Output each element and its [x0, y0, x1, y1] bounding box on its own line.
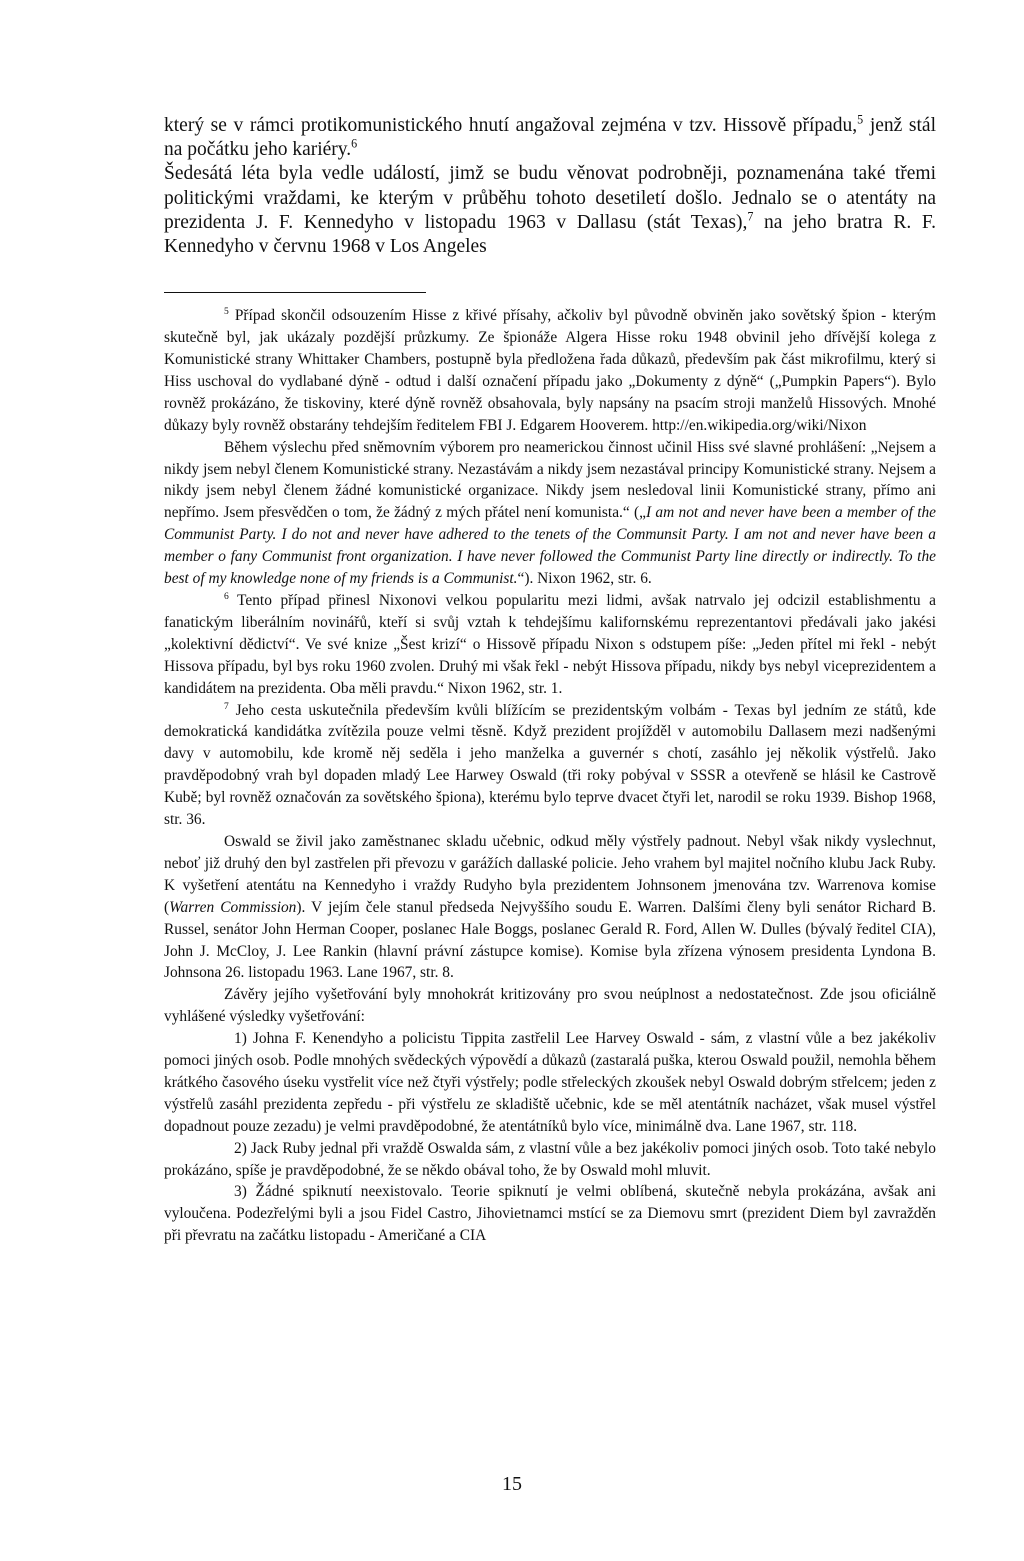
footnote-7-list-item-1: 1) Johna F. Kenendyho a policistu Tippita zastřelil Lee Harvey Oswald - sám, z vlastní vůle a bez jakékoliv pomoci jiných osob. Podle mnohých svědeckých výpovědí a důkazů (zastaralá puška, kterou Oswald použil, nemohla během krátkého časového úseku vystřelit více než čtyři výstřely; podle střeleckých zkoušek nebyl Oswald dobrým střelcem; jeden z výstřelů zasáhl prezidenta zepředu - při výstřelu ze skladiště učebnic, kde se měl atentátník nacházet, však musel výstřel dopadnout pouze zezadu) je velmi pravděpodobné, že atentátníků bylo více, minimálně dva. Lane 1967, str. 118.: [164, 1030, 936, 1135]
footnote-6: [164, 590, 936, 700]
footnote-7-paragraph-2: [164, 831, 936, 984]
paragraph-2-text-b: na jeho bratra R. F. Kennedyho v červnu 1968 v Los Angeles: [164, 211, 936, 258]
page-content: [164, 114, 936, 1247]
footnote-5-quote-english: I am not and never have been a member of the Communist Party. I do not and never have adhered to the tenets of the Communsit Party. I am not and never have been a member o fany Communist front organization. I have never followed the Communist Party line directly or indirectly. To the best of my knowledge none of my friends is a Communist.: [164, 504, 936, 588]
footnote-7-list-item-2: 2) Jack Ruby jednal při vraždě Oswalda sám, z vlastní vůle a bez jakékoliv pomoci jiných osob. Toto také nebylo prokázáno, spíše je pravděpodobné, že se někdo obával toho, že by Oswald mohl mluvit.: [164, 1139, 936, 1179]
paragraph-1-text-a: který se v rámci protikomunistického hnutí angažoval zejména v tzv. Hissově případu,: [164, 115, 858, 136]
page-number: 15: [502, 1473, 522, 1495]
footnote-7: [164, 700, 936, 831]
paragraph-2: [164, 162, 936, 259]
footnote-ref-6[interactable]: 6: [351, 136, 358, 151]
paragraph-1: [164, 114, 936, 162]
footnotes: [164, 305, 936, 1247]
footnote-5: [164, 305, 936, 436]
footnote-7-list-item-3: 3) Žádné spiknutí neexistovalo. Teorie spiknutí je velmi oblíbená, skutečně nebyla prokázána, avšak ani vyloučena. Podezřelými byli a jsou Fidel Castro, Jihovietnamci mstící se za Diemovu smrt (prezident Diem byl zavražděn při převratu na začátku listopadu - Američané a CIA: [164, 1183, 936, 1245]
paragraph-1-text-b: jenž stál na počátku jeho kariéry.: [164, 115, 936, 161]
footnote-5-number: 5: [224, 306, 229, 318]
footnote-7-p2-text-a: Oswald se živil jako zaměstnanec skladu učebnic, odkud měly výstřely padnout. Nebyl však nikdy vyslechnut, neboť již druhý den byl zastřelen při převozu v garážích dallaské policie. Jeho vrahem byl majitel nočního klubu Jack Ruby. K vyšetření atentátu na Kennedyho i vraždy Rudyho byla prezidentem Johnsonem jmenována tzv. Warrenova komise (: [164, 832, 936, 916]
footnote-6-text: Tento případ přinesl Nixonovi velkou popularitu mezi lidmi, avšak natrvalo jej odcizil establishmentu a fanatickým liberálním novinářů, kteří si svůj vztah k tehdejšímu kalifornskému reprezentantovi předávali jako jakési „kolektivní dědictví“. Ve své knize „Šest krizí“ o Hissově případu Nixon s odstupem píše: „Jeden přítel mi řekl - nebýt Hissova případu, byl bys roku 1960 zvolen. Druhý mi však řekl - nebýt Hissova případu, nikdy bys nebyl viceprezidentem a kandidátem na prezidenta. Oba měli pravdu.“ Nixon 1962, str. 1.: [164, 592, 936, 697]
footnote-ref-7[interactable]: 7: [747, 209, 754, 224]
footnote-5-paragraph-2: [164, 437, 936, 590]
footnote-5-quote-czech: Během výslechu před sněmovním výborem pro neamerickou činnost učinil Hiss své slavné prohlášení: „Nejsem a nikdy jsem nebyl členem Komunistické strany. Nezastávám a nikdy jsem nezastával principy Komunistické strany. Nejsem a nikdy jsem nebyl členem žádné komunistické organizace. Nikdy jsem nesledoval linii Komunistické strany, přímo ani nepřímo. Jsem přesvědčen o tom, že žádný z mých přátel není komunista.“ („: [164, 438, 936, 522]
footnote-7-p2-text-b: ). V jejím čele stanul předseda Nejvyššího soudu E. Warren. Dalšími členy byli senátor Richard B. Russel, senátor John Herman Cooper, poslanec Hale Boggs, poslanec Gerald R. Ford, Allen W. Dulles (bývalý ředitel CIA), John J. McCloy, J. Lee Rankin (hlavní právní zástupce komise). Komise byla zřízena výnosem presidenta Lyndona B. Johnsona 26. listopadu 1963. Lane 1967, str. 8.: [164, 898, 936, 982]
footnote-7-text: Jeho cesta uskutečnila především kvůli blížícím se prezidentským volbám - Texas byl jedním ze států, kde demokratická kandidátka zvítězila pouze velmi těsně. Když prezident projížděl v automobilu Dallasem mezi nadšenými davy v automobilu, kde kromě něj seděla i jeho manželka a guvernér s chotí, zasáhlo jej několik výstřelů. Jako pravděpodobný vrah byl dopaden mladý Lee Harwey Oswald (tři roky pobýval v SSSR a otevřeně se hlásil ke Castrově Kubě; byl rovněž označován za sovětského špiona), kterému bylo teprve dvacet čtyři let, narodil se roku 1939. Bishop 1968, str. 36.: [164, 701, 936, 829]
footnote-separator: [164, 292, 426, 293]
footnote-ref-5[interactable]: 5: [857, 112, 864, 127]
footnote-7-paragraph-3: Závěry jejího vyšetřování byly mnohokrát kritizovány pro svou neúplnost a nedostatečnost. Zde jsou oficiálně vyhlášené výsledky vyšetřování:: [164, 986, 936, 1026]
footnote-6-number: 6: [224, 590, 229, 602]
footnote-5-text: Případ skončil odsouzením Hisse z křivé přísahy, ačkoliv byl původně obviněn jako sovětský špion - kterým skutečně byl, jak ukázaly pozdější průzkumy. Ze špionáže Algera Hisse roku 1948 obvinil jeho dřívější kolega z Komunistické strany Whittaker Chambers, postupně byla předložena řada důkazů, především pak část mikrofilmu, který si Hiss uschoval do vydlabané dýně - odtud i další označení případu jako „Dokumenty z dýně“ („Pumpkin Papers“). Bylo rovněž prokázáno, že tiskoviny, které dýně rovněž obsahovala, byly napsány na psacím stroji manželů Hissových. Mnohé důkazy byly rovněž obstarány tehdejším ředitelem FBI J. Edgarem Hooverem. http://en.wikipedia.org/wiki/Nixon: [164, 307, 936, 434]
footnote-7-p2-italic: Warren Commission: [169, 898, 297, 916]
paragraph-2-text-a: Šedesátá léta byla vedle událostí, jimž se budu věnovat podrobněji, poznamenána také třemi politickými vraždami, ke kterým v průběhu tohoto desetiletí došlo. Jednalo se o atentáty na prezidenta J. F. Kennedyho v listopadu 1963 v Dallasu (stát Texas),: [164, 163, 936, 233]
main-text: [164, 114, 936, 259]
footnote-7-number: 7: [224, 700, 229, 712]
footnote-5-citation: “). Nixon 1962, str. 6.: [517, 570, 652, 588]
